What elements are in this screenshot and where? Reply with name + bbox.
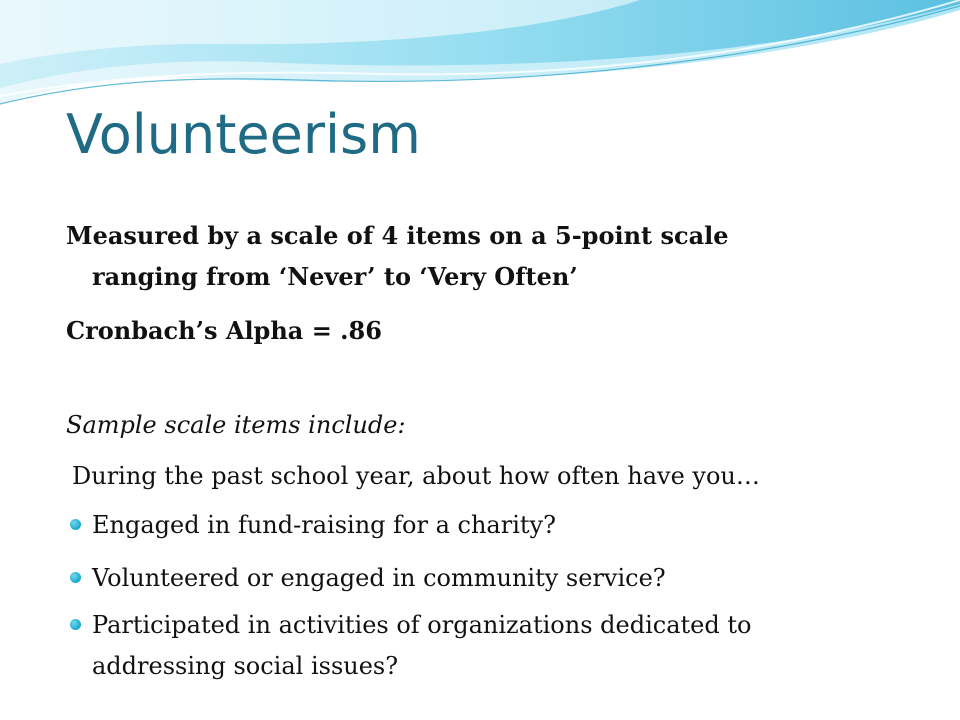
measure-text-line-2: ranging from ‘Never’ to ‘Very Often’ — [92, 262, 578, 291]
measure-text-line-1: Measured by a scale of 4 items on a 5-point scale — [66, 221, 729, 250]
scale-item-3-line-1: Participated in activities of organizations dedicated to — [92, 611, 752, 639]
bullet-icon — [70, 619, 81, 630]
bullet-icon — [70, 572, 81, 583]
scale-item-3-line-2: addressing social issues? — [92, 652, 399, 680]
cronbach-alpha-text: Cronbach’s Alpha = .86 — [66, 316, 382, 345]
scale-item-1: Engaged in fund-raising for a charity? — [92, 511, 556, 539]
question-stem: During the past school year, about how often have you… — [72, 462, 760, 490]
scale-item-2: Volunteered or engaged in community service? — [92, 564, 666, 592]
slide-title: Volunteerism — [66, 103, 421, 166]
bullet-icon — [70, 519, 81, 530]
sample-items-heading: Sample scale items include: — [66, 411, 406, 439]
